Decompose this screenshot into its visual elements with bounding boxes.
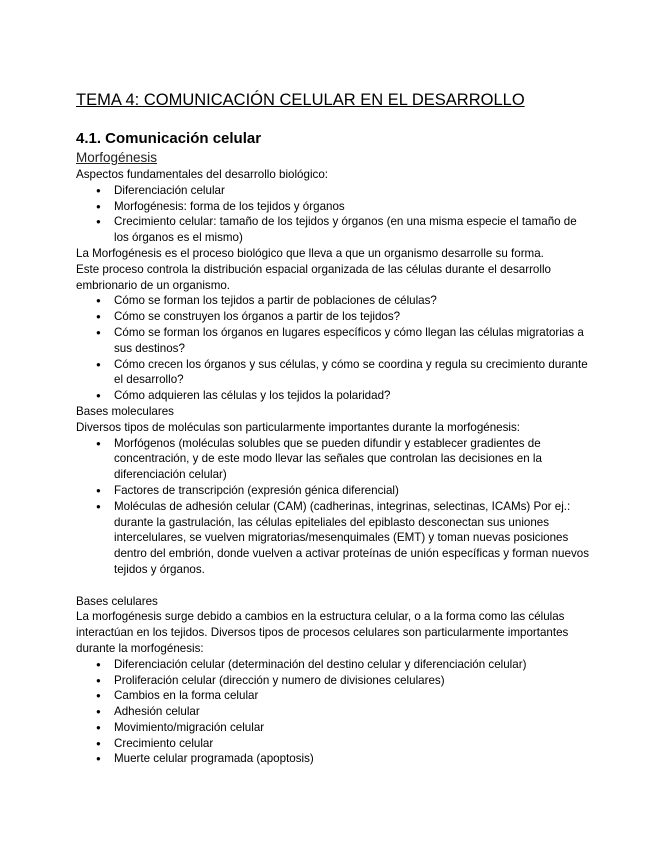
control-paragraph: Este proceso controla la distribución espacial organizada de las células durante el desarrollo embrionario de un organismo. — [76, 262, 551, 292]
list-item: ● Cómo se forman los tejidos a partir de poblaciones de células? — [114, 293, 591, 309]
section-heading: 4.1. Comunicación celular — [76, 130, 262, 147]
subsection-heading: Morfogénesis — [76, 150, 158, 165]
list-item: ● Cómo se forman los órganos en lugares específicos y cómo llegan las células migratorias a sus destinos? — [114, 325, 591, 357]
definition-paragraph: La Morfogénesis es el proceso biológico que lleva a que un organismo desarrolle su forma. — [76, 246, 544, 260]
list-item: ● Morfógenos (moléculas solubles que se pueden difundir y establecer gradientes de concentración, y de este modo llevar las señales que controlan las decisiones en la diferenciación celular) — [114, 436, 591, 483]
list-item: ● Moléculas de adhesión celular (CAM) (cadherinas, integrinas, selectinas, ICAMs) Por ej.: durante la gastrulación, las células epiteliales del epiblasto desconectan sus uniones intercelulares, se vuelven migratorias/mesenquimales (EMT) y toman nuevas posiciones dentro del embrión, donde vuelven a activar proteínas de unión específicas y forman nuevos tejidos y órganos. — [114, 499, 591, 578]
aspects-list — [76, 183, 591, 246]
list-item: ● Diferenciación celular (determinación del destino celular y diferenciación celular) — [114, 657, 591, 673]
list-item: ● Crecimiento celular — [114, 736, 591, 752]
list-item: ● Cómo adquieren las células y los tejidos la polaridad? — [114, 388, 591, 404]
list-item: ● Cómo crecen los órganos y sus células, y cómo se coordina y regula su crecimiento durante el desarrollo? — [114, 357, 591, 389]
list-item: ● Morfogénesis: forma de los tejidos y órganos — [114, 199, 591, 215]
list-item: ● Diferenciación celular — [114, 183, 591, 199]
document-title: TEMA 4: COMUNICACIÓN CELULAR EN EL DESARROLLO — [76, 91, 525, 109]
molecular-intro: Diversos tipos de moléculas son particularmente importantes durante la morfogénesis: — [76, 420, 520, 434]
list-item: ● Adhesión celular — [114, 704, 591, 720]
cellular-intro: La morfogénesis surge debido a cambios en la estructura celular, o a la forma como las células interactúan en los tejidos. Diversos tipos de procesos celulares son particularmente importantes durante la morfogénesis: — [76, 610, 569, 655]
list-item: ● Cambios en la forma celular — [114, 688, 591, 704]
cellular-list — [76, 657, 591, 768]
cellular-title: Bases celulares — [76, 594, 158, 608]
list-item: ● Movimiento/migración celular — [114, 720, 591, 736]
questions-list — [76, 293, 591, 404]
spacer — [76, 578, 591, 594]
molecular-title: Bases moleculares — [76, 404, 174, 418]
list-item: ● Cómo se construyen los órganos a partir de los tejidos? — [114, 309, 591, 325]
list-item: ● Crecimiento celular: tamaño de los tejidos y órganos (en una misma especie el tamaño de los órganos es el mismo) — [114, 214, 591, 246]
list-item: ● Factores de transcripción (expresión génica diferencial) — [114, 483, 591, 499]
list-item: ● Muerte celular programada (apoptosis) — [114, 751, 591, 767]
list-item: ● Proliferación celular (dirección y numero de divisiones celulares) — [114, 673, 591, 689]
document-page — [76, 90, 591, 767]
molecular-list — [76, 436, 591, 578]
aspects-intro: Aspectos fundamentales del desarrollo biológico: — [76, 168, 328, 181]
